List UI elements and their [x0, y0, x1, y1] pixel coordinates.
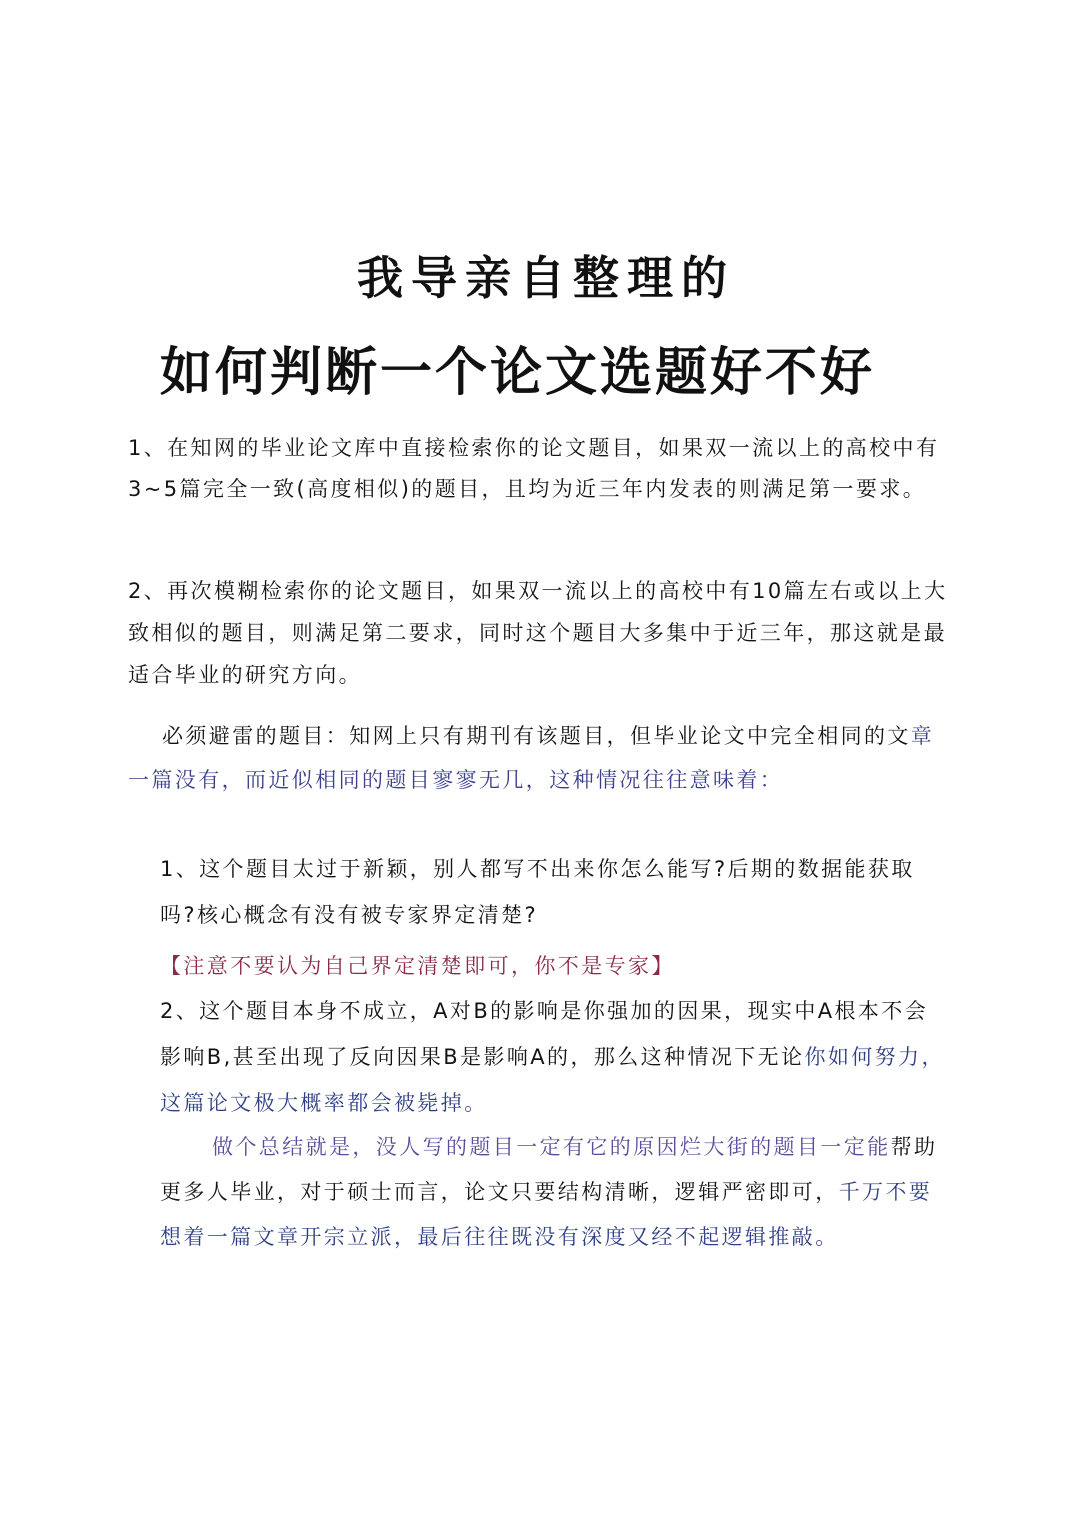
title-line-1: 我导亲自整理的	[357, 251, 735, 305]
list-item-2-part2: 你如何努力，这篇论文极大概率都会被毙掉。	[160, 1045, 945, 1115]
summary-part3: 千万不要想着一篇文章开宗立派，最后往往既没有深度又经不起逻辑推敲。	[160, 1180, 933, 1249]
paragraph-2: 2、再次模糊检索你的论文题目，如果双一流以上的高校中有10篇左右或以上大致相似的题目，则满足第二要求，同时这个题目大多集中于近三年，那这就是最适合毕业的研究方向。	[128, 579, 948, 687]
title-line-2: 如何判断一个论文选题好不好	[160, 343, 876, 403]
paragraph-avoid	[128, 714, 948, 802]
summary-part1: 做个总结就是，没人写的题目一定有它的原因烂大街的题目一定能	[212, 1135, 891, 1159]
summary-part2: 帮助更多人毕业，对于硕士而言，论文只要结构清晰，逻辑严密即可，	[160, 1135, 938, 1204]
list-item-1: 1、这个题目太过于新颖，别人都写不出来你怎么能写?后期的数据能获取吗?核心概念有没有被专家界定清楚?	[160, 857, 915, 927]
note-text: 【注意不要认为自己界定清楚即可，你不是专家】	[160, 954, 675, 978]
summary-paragraph	[160, 1125, 950, 1260]
list-item-2-part1: 2、这个题目本身不成立，A对B的影响是你强加的因果，现实中A根本不会影响B,甚至出现了反向因果B是影响A的，那么这种情况下无论	[160, 999, 929, 1069]
list-item-2	[160, 988, 950, 1126]
paragraph-avoid-part2: 章一篇没有，而近似相同的题目寥寥无几，这种情况往往意味着：	[128, 724, 935, 792]
paragraph-1: 1、在知网的毕业论文库中直接检索你的论文题目，如果双一流以上的高校中有3~5篇完全一致(高度相似)的题目，且均为近三年内发表的则满足第一要求。	[128, 436, 940, 501]
paragraph-avoid-part1: 必须避雷的题目：知网上只有期刊有该题目，但毕业论文中完全相同的文	[162, 724, 911, 748]
